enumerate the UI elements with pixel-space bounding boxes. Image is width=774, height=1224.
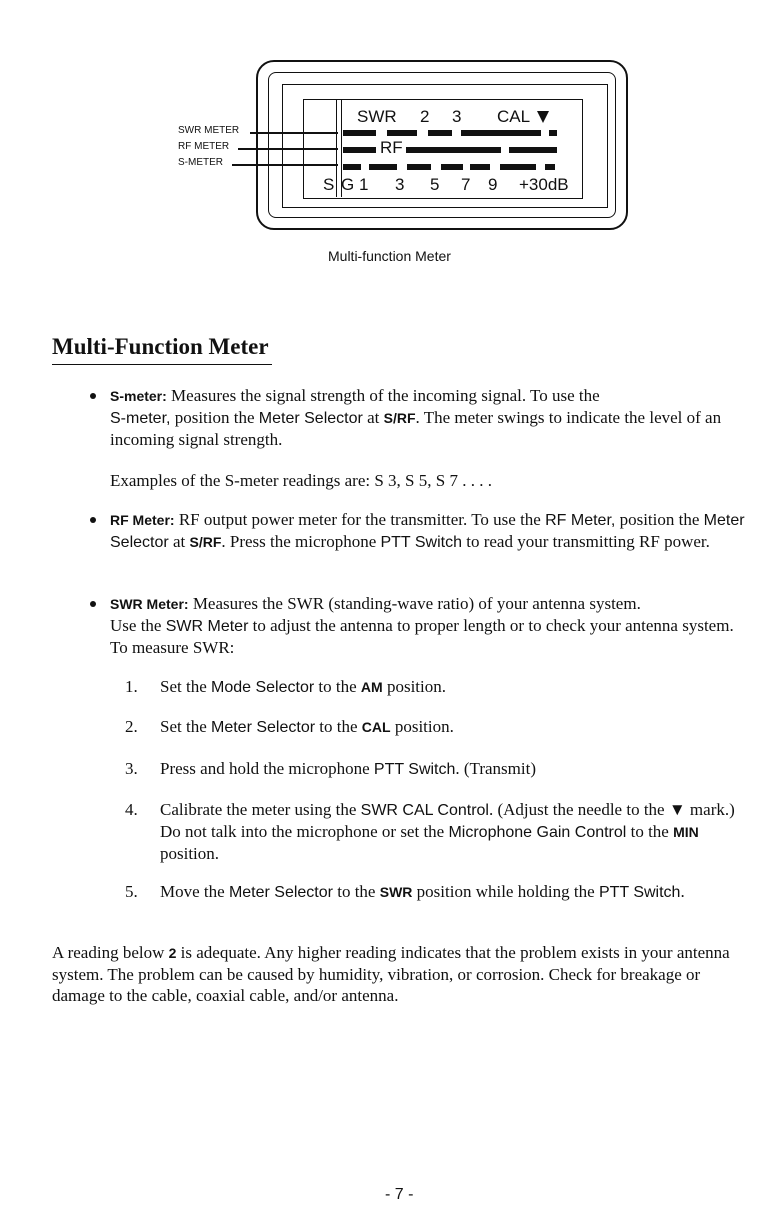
down-triangle-mark-icon: ▼ — [668, 800, 686, 819]
swr-scale-2: 2 — [420, 107, 430, 126]
swr-meter-leader — [250, 132, 338, 134]
swr-segment — [428, 130, 452, 136]
s-meter-term: S-meter: — [110, 388, 167, 404]
bullet-dot — [90, 517, 96, 523]
s-meter-leader — [232, 164, 338, 166]
step-3-text: Press and hold the microphone PTT Switch. (Transmit) — [160, 759, 536, 778]
bullet-dot — [90, 601, 96, 607]
swr-meter-paragraph: SWR Meter: Measures the SWR (standing-wave ratio) of your antenna system. Use the SWR Meter to adjust the antenna to proper length or to check your antenna system. To measure SWR: — [110, 594, 734, 657]
step-number: 4. — [125, 800, 138, 819]
step-number: 5. — [125, 882, 138, 901]
rf-meter-term: RF Meter: — [110, 512, 175, 528]
step-2-text: Set the Meter Selector to the CAL position. — [160, 717, 454, 736]
s-segment — [470, 164, 490, 170]
rf-scale-label: RF — [380, 138, 403, 157]
closing-paragraph: A reading below 2 is adequate. Any higher reading indicates that the problem exists in your antenna system. The problem can be caused by humidity, vibration, or corrosion. Check for breakage or damage to the cable, coaxial cable, and/or antenna. — [52, 943, 730, 1005]
rf-meter-label: RF METER — [178, 141, 230, 152]
s-scale-plus30: +30dB — [519, 175, 569, 194]
rf-segment — [343, 147, 376, 153]
s-scale-7: 7 — [461, 175, 471, 194]
step-number: 3. — [125, 759, 138, 778]
step-1-text: Set the Mode Selector to the AM position. — [160, 677, 446, 696]
cal-label: CAL — [497, 107, 531, 126]
s-scale-5: 5 — [430, 175, 440, 194]
figure-caption: Multi-function Meter — [328, 248, 451, 264]
swr-meter-label: SWR METER — [178, 125, 240, 136]
s-segment — [369, 164, 397, 170]
s-segment — [407, 164, 431, 170]
bullet-dot — [90, 393, 96, 399]
rf-segment — [406, 147, 501, 153]
s-meter-examples: Examples of the S-meter readings are: S 3, S 5, S 7 . . . . — [110, 471, 492, 490]
s-scale-s: S — [323, 175, 335, 194]
section-title: Multi-Function Meter — [52, 334, 272, 365]
multi-function-meter-figure — [0, 0, 774, 280]
s-segment — [500, 164, 536, 170]
s-meter-label: S-METER — [178, 157, 223, 168]
page-number: - 7 - — [385, 1186, 414, 1203]
s-segment — [343, 164, 361, 170]
rf-meter-leader — [238, 148, 338, 150]
step-5-text: Move the Meter Selector to the SWR position while holding the PTT Switch. — [160, 882, 685, 901]
rf-meter-paragraph: RF Meter: RF output power meter for the transmitter. To use the RF Meter, position the Meter Selector at S/RF. Press the microphone PTT Switch to read your transmitting RF power. — [110, 510, 745, 551]
swr-meter-term: SWR Meter: — [110, 596, 189, 612]
s-scale-9: 9 — [488, 175, 498, 194]
s-meter-paragraph: S-meter: Measures the signal strength of the incoming signal. To use the S-meter, position the Meter Selector at S/RF. The meter swings to indicate the level of an incoming signal strength. — [110, 386, 722, 449]
s-segment — [441, 164, 463, 170]
swr-segment — [461, 130, 541, 136]
rf-segment — [509, 147, 557, 153]
step-number: 1. — [125, 677, 138, 696]
step-4-text: Calibrate the meter using the SWR CAL Control. (Adjust the needle to the ▼ mark.) Do not talk into the microphone or set the Microphone Gain Control to the MIN position. — [160, 800, 735, 863]
swr-scale-label: SWR — [357, 107, 397, 126]
s-segment — [545, 164, 555, 170]
s-scale-g1: G 1 — [341, 175, 369, 194]
swr-segment — [387, 130, 417, 136]
swr-segment — [549, 130, 557, 136]
s-scale-3: 3 — [395, 175, 405, 194]
swr-scale-3: 3 — [452, 107, 462, 126]
step-number: 2. — [125, 717, 138, 736]
swr-segment — [343, 130, 376, 136]
cal-mark-icon — [537, 111, 549, 123]
